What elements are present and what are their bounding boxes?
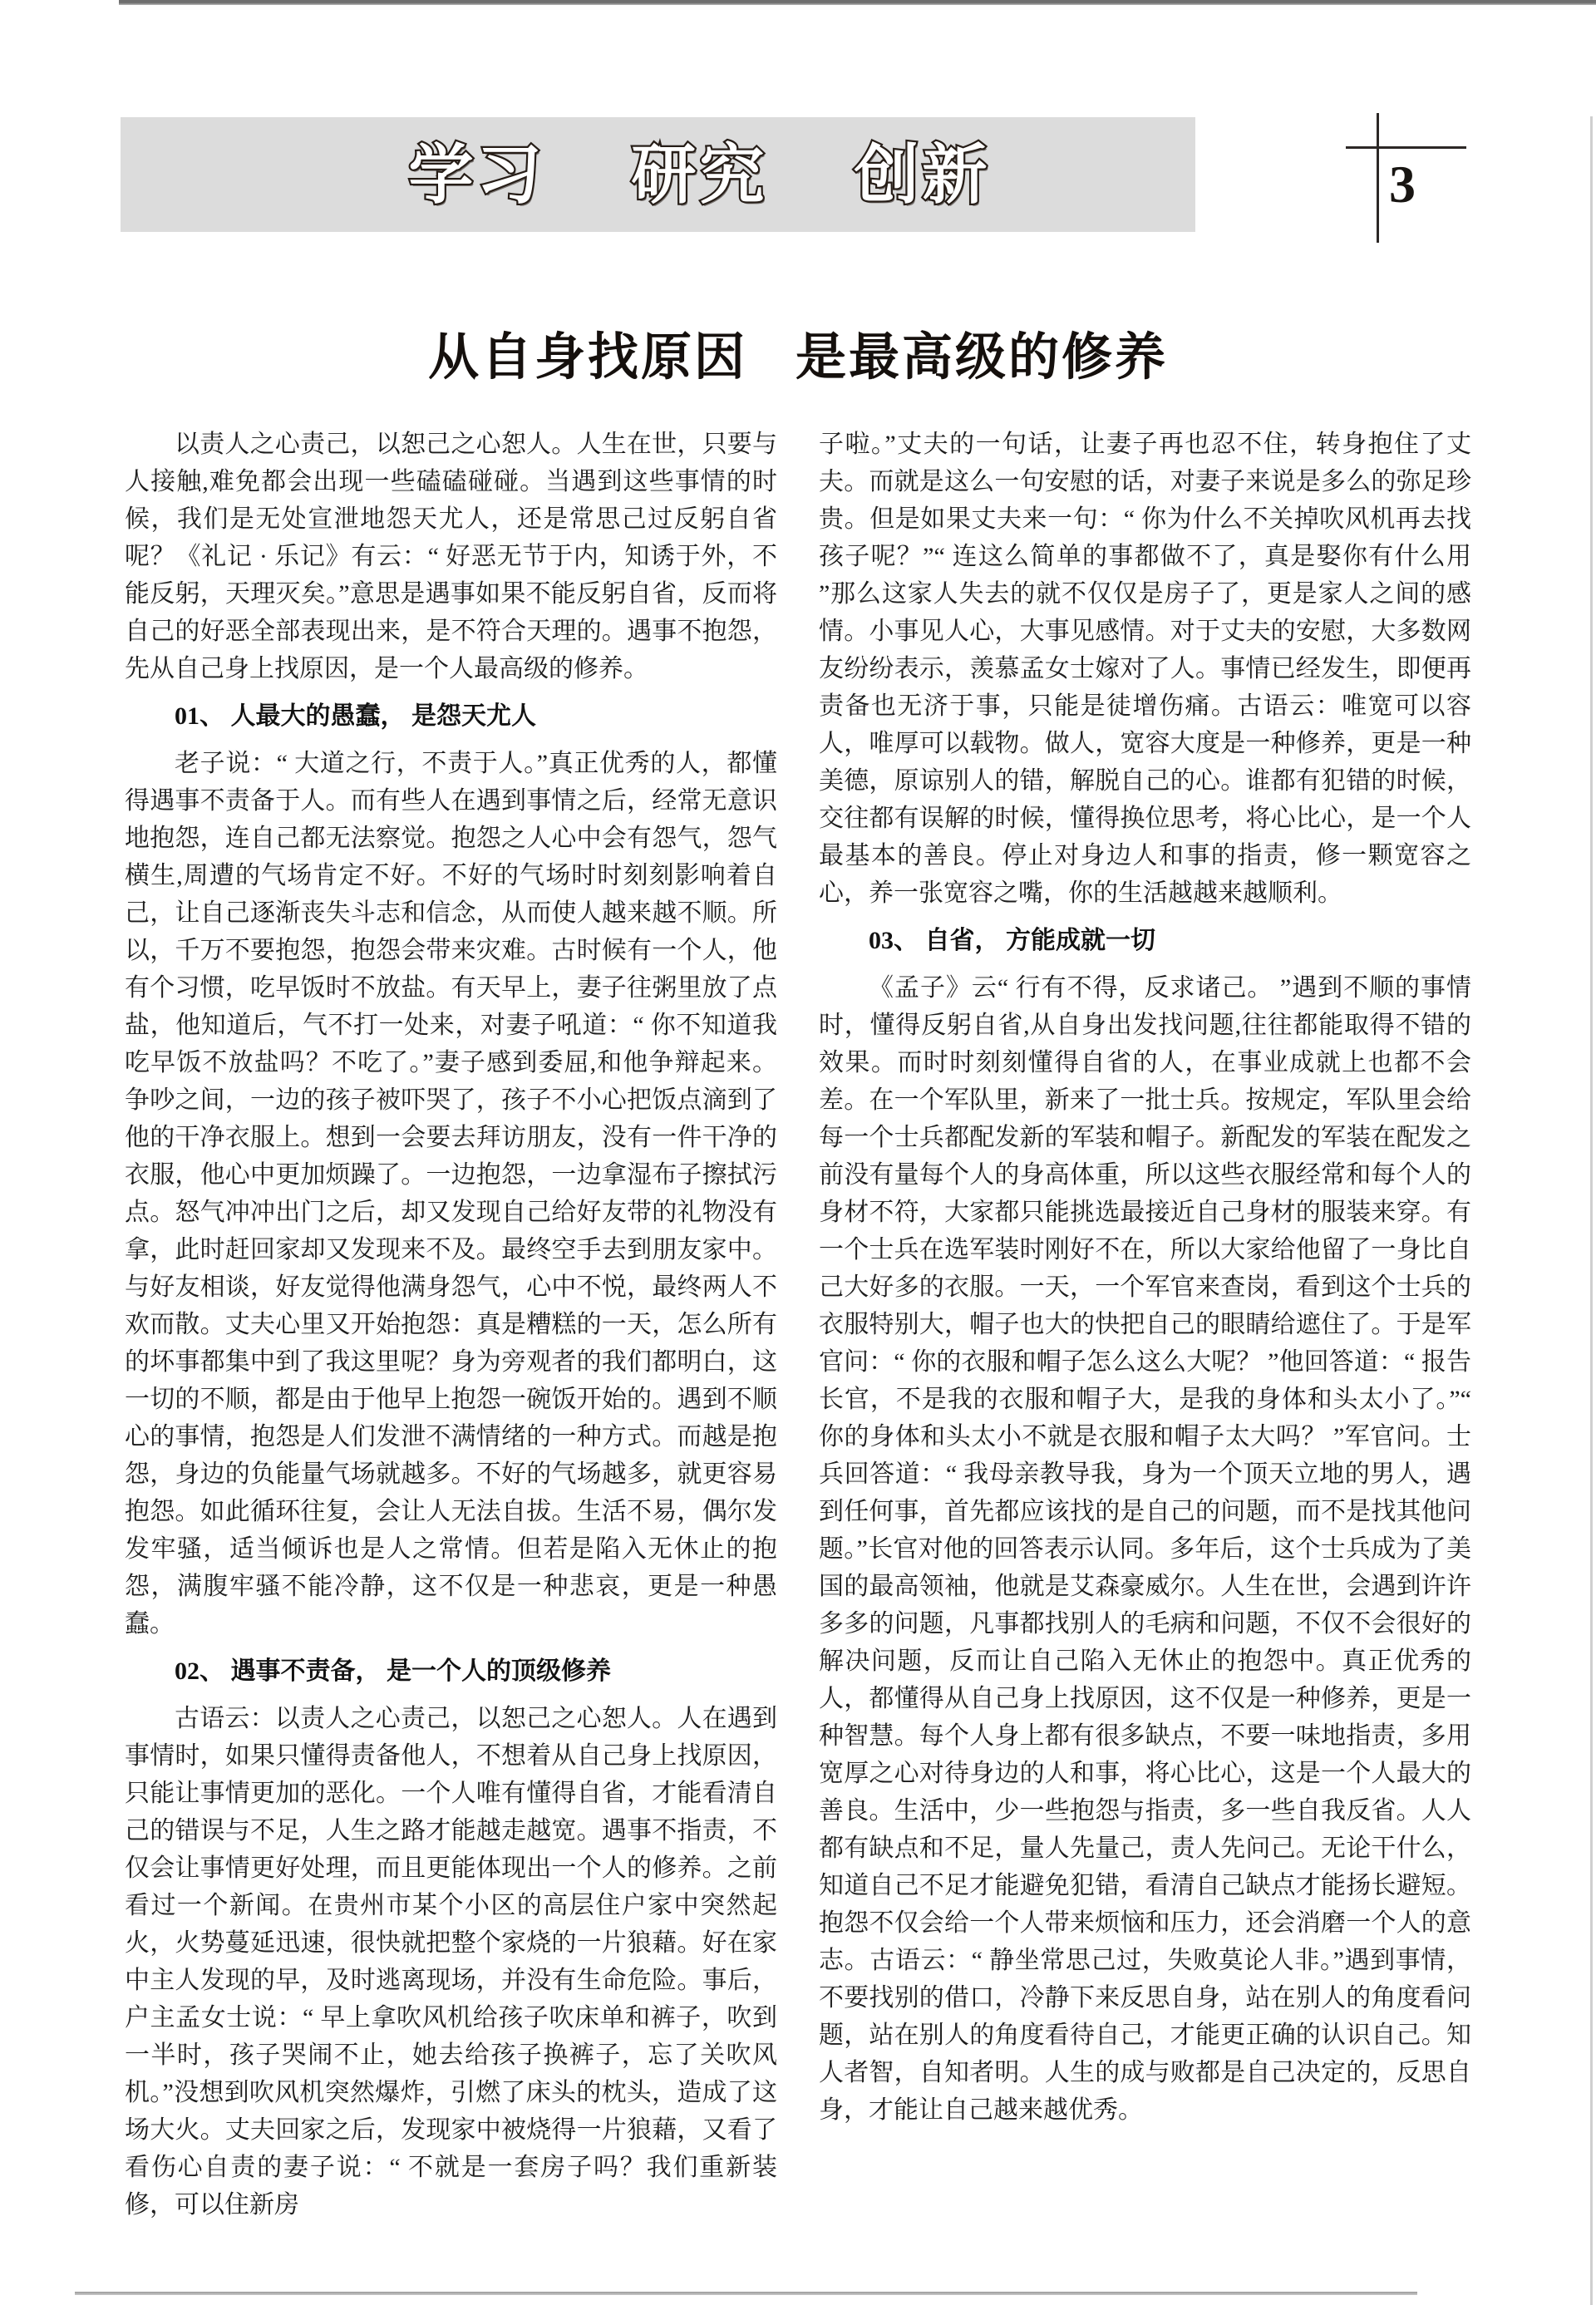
article-title-part2: 是最高级的修养 bbox=[796, 328, 1169, 385]
paragraph-intro: 以责人之心责己，以恕己之心恕人。人生在世，只要与人接触,难免都会出现一些磕磕碰碰。当遇到这些事情的时候，我们是无处宣泄地怨天尤人，还是常思己过反躬自省呢？《礼记 · 乐记》有云：“ 好恶无节于内，知诱于外，不能反躬，天理灭矣。”意思是遇事如果不能反躬自省，反而将自己的好恶全部表现出来，是不符合天理的。遇事不抱怨，先从自己身上找原因，是一个人最高级的修养。 bbox=[125, 431, 777, 682]
crop-mark-vertical bbox=[1377, 113, 1379, 243]
left-column bbox=[125, 426, 777, 2224]
paragraph-section-03: 《孟子》云“ 行有不得，反求诸己。 ”遇到不顺的事情时，懂得反躬自省,从自身出发找问题,往往都能取得不错的效果。而时时刻刻懂得自省的人，在事业成就上也都不会差。在一个军队里，新来了一批士兵。按规定，军队里会给每一个士兵都配发新的军装和帽子。新配发的军装在配发之前没有量每个人的身高体重，所以这些衣服经常和每个人的身材不符，大家都只能挑选最接近自己身材的服装来穿。有一个士兵在选军装时刚好不在，所以大家给他留了一身比自己大好多的衣服。一天，一个军官来查岗，看到这个士兵的衣服特别大，帽子也大的快把自己的眼睛给遮住了。于是军官问：“ 你的衣服和帽子怎么这么大呢？ ”他回答道：“ 报告长官，不是我的衣服和帽子大，是我的身体和头太小了。”“ 你的身体和头太小不就是衣服和帽子太大吗？ ”军官问。士兵回答道：“ 我母亲教导我，身为一个顶天立地的男人，遇到任何事，首先都应该找的是自己的问题，而不是找其他问题。”长官对他的回答表示认同。多年后，这个士兵成为了美国的最高领袖，他就是艾森豪威尔。人生在世，会遇到许许多多的问题，凡事都找别人的毛病和问题，不仅不会很好的解决问题，反而让自己陷入无休止的抱怨中。真正优秀的人，都懂得从自己身上找原因，这不仅是一种修养，更是一种智慧。每个人身上都有很多缺点，不要一味地指责，多用宽厚之心对待身边的人和事，将心比心，这是一个人最大的善良。生活中，少一些抱怨与指责，多一些自我反省。人人都有缺点和不足，量人先量己，责人先问己。无论干什么，知道自己不足才能避免犯错，看清自己缺点才能扬长避短。抱怨不仅会给一个人带来烦恼和压力，还会消磨一个人的意志。古语云：“ 静坐常思己过，失败莫论人非。”遇到事情，不要找别的借口，冷静下来反思自身，站在别人的角度看问题，站在别人的角度看待自己，才能更正确的认识自己。知人者智，自知者明。人生的成与败都是自己决定的，反思自身，才能让自己越来越优秀。 bbox=[819, 974, 1471, 2124]
page-top-rule bbox=[119, 0, 1596, 5]
header-banner bbox=[121, 117, 1195, 232]
article-title bbox=[125, 329, 1471, 385]
article-body bbox=[125, 426, 1471, 2224]
page-right-rule bbox=[1590, 116, 1593, 2305]
page-number: 3 bbox=[1389, 155, 1416, 214]
article-title-part1: 从自身找原因 bbox=[427, 328, 747, 385]
banner-word-study: 学习 bbox=[408, 138, 545, 211]
section-heading-01: 01、 人最大的愚蠢， 是怨天尤人 bbox=[175, 702, 536, 730]
right-column bbox=[819, 426, 1471, 2224]
page-bottom-rule bbox=[75, 2292, 1417, 2295]
banner-word-research: 研究 bbox=[631, 138, 768, 211]
section-heading-02: 02、 遇事不责备， 是一个人的顶级修养 bbox=[175, 1657, 611, 1685]
section-heading-03: 03、 自省， 方能成就一切 bbox=[869, 927, 1155, 954]
banner-word-innovation: 创新 bbox=[854, 138, 991, 211]
paragraph-section-01: 老子说：“ 大道之行，不责于人。”真正优秀的人，都懂得遇事不责备于人。而有些人在遇到事情之后，经常无意识地抱怨，连自己都无法察觉。抱怨之人心中会有怨气，怨气横生,周遭的气场肯定不好。不好的气场时时刻刻影响着自己，让自己逐渐丧失斗志和信念，从而使人越来越不顺。所以，千万不要抱怨，抱怨会带来灾难。古时候有一个人，他有个习惯，吃早饭时不放盐。有天早上，妻子往粥里放了点盐，他知道后，气不打一处来，对妻子吼道：“ 你不知道我吃早饭不放盐吗？不吃了。”妻子感到委屈,和他争辩起来。争吵之间，一边的孩子被吓哭了，孩子不小心把饭点滴到了他的干净衣服上。想到一会要去拜访朋友，没有一件干净的衣服，他心中更加烦躁了。一边抱怨，一边拿湿布子擦拭污点。怒气冲冲出门之后，却又发现自己给好友带的礼物没有拿，此时赶回家却又发现来不及。最终空手去到朋友家中。与好友相谈，好友觉得他满身怨气，心中不悦，最终两人不欢而散。丈夫心里又开始抱怨：真是糟糕的一天，怎么所有的坏事都集中到了我这里呢？身为旁观者的我们都明白，这一切的不顺，都是由于他早上抱怨一碗饭开始的。遇到不顺心的事情，抱怨是人们发泄不满情绪的一种方式。而越是抱怨，身边的负能量气场就越多。不好的气场越多，就更容易抱怨。如此循环往复，会让人无法自拔。生活不易，偶尔发发牢骚，适当倾诉也是人之常情。但若是陷入无休止的抱怨，满腹牢骚不能冷静，这不仅是一种悲哀，更是一种愚蠢。 bbox=[125, 750, 777, 1638]
paragraph-section-02-continued: 子啦。”丈夫的一句话，让妻子再也忍不住，转身抱住了丈夫。而就是这么一句安慰的话，对妻子来说是多么的弥足珍贵。但是如果丈夫来一句：“ 你为什么不关掉吹风机再去找孩子呢？”“ 连这么简单的事都做不了，真是娶你有什么用 ”那么这家人失去的就不仅仅是房子了，更是家人之间的感情。小事见人心，大事见感情。对于丈夫的安慰，大多数网友纷纷表示，羡慕孟女士嫁对了人。事情已经发生，即便再责备也无济于事，只能是徒增伤痛。古语云：唯宽可以容人，唯厚可以载物。做人，宽容大度是一种修养，更是一种美德，原谅别人的错，解脱自己的心。谁都有犯错的时候，交往都有误解的时候，懂得换位思考，将心比心，是一个人最基本的善良。停止对身边人和事的指责，修一颗宽容之心，养一张宽容之嘴，你的生活越越来越顺利。 bbox=[819, 431, 1471, 907]
paragraph-section-02: 古语云：以责人之心责己，以恕己之心恕人。人在遇到事情时，如果只懂得责备他人，不想着从自己身上找原因，只能让事情更加的恶化。一个人唯有懂得自省，才能看清自己的错误与不足，人生之路才能越走越宽。遇事不指责，不仅会让事情更好处理，而且更能体现出一个人的修养。之前看过一个新闻。在贵州市某个小区的高层住户家中突然起火，火势蔓延迅速，很快就把整个家烧的一片狼藉。好在家中主人发现的早，及时逃离现场，并没有生命危险。事后，户主孟女士说：“ 早上拿吹风机给孩子吹床单和裤子，吹到一半时，孩子哭闹不止，她去给孩子换裤子，忘了关吹风机。”没想到吹风机突然爆炸，引燃了床头的枕头，造成了这场大火。丈夫回家之后，发现家中被烧得一片狼藉，又看了看伤心自责的妻子说：“ 不就是一套房子吗？我们重新装修，可以住新房 bbox=[125, 1705, 777, 2219]
crop-mark-horizontal bbox=[1346, 146, 1466, 149]
